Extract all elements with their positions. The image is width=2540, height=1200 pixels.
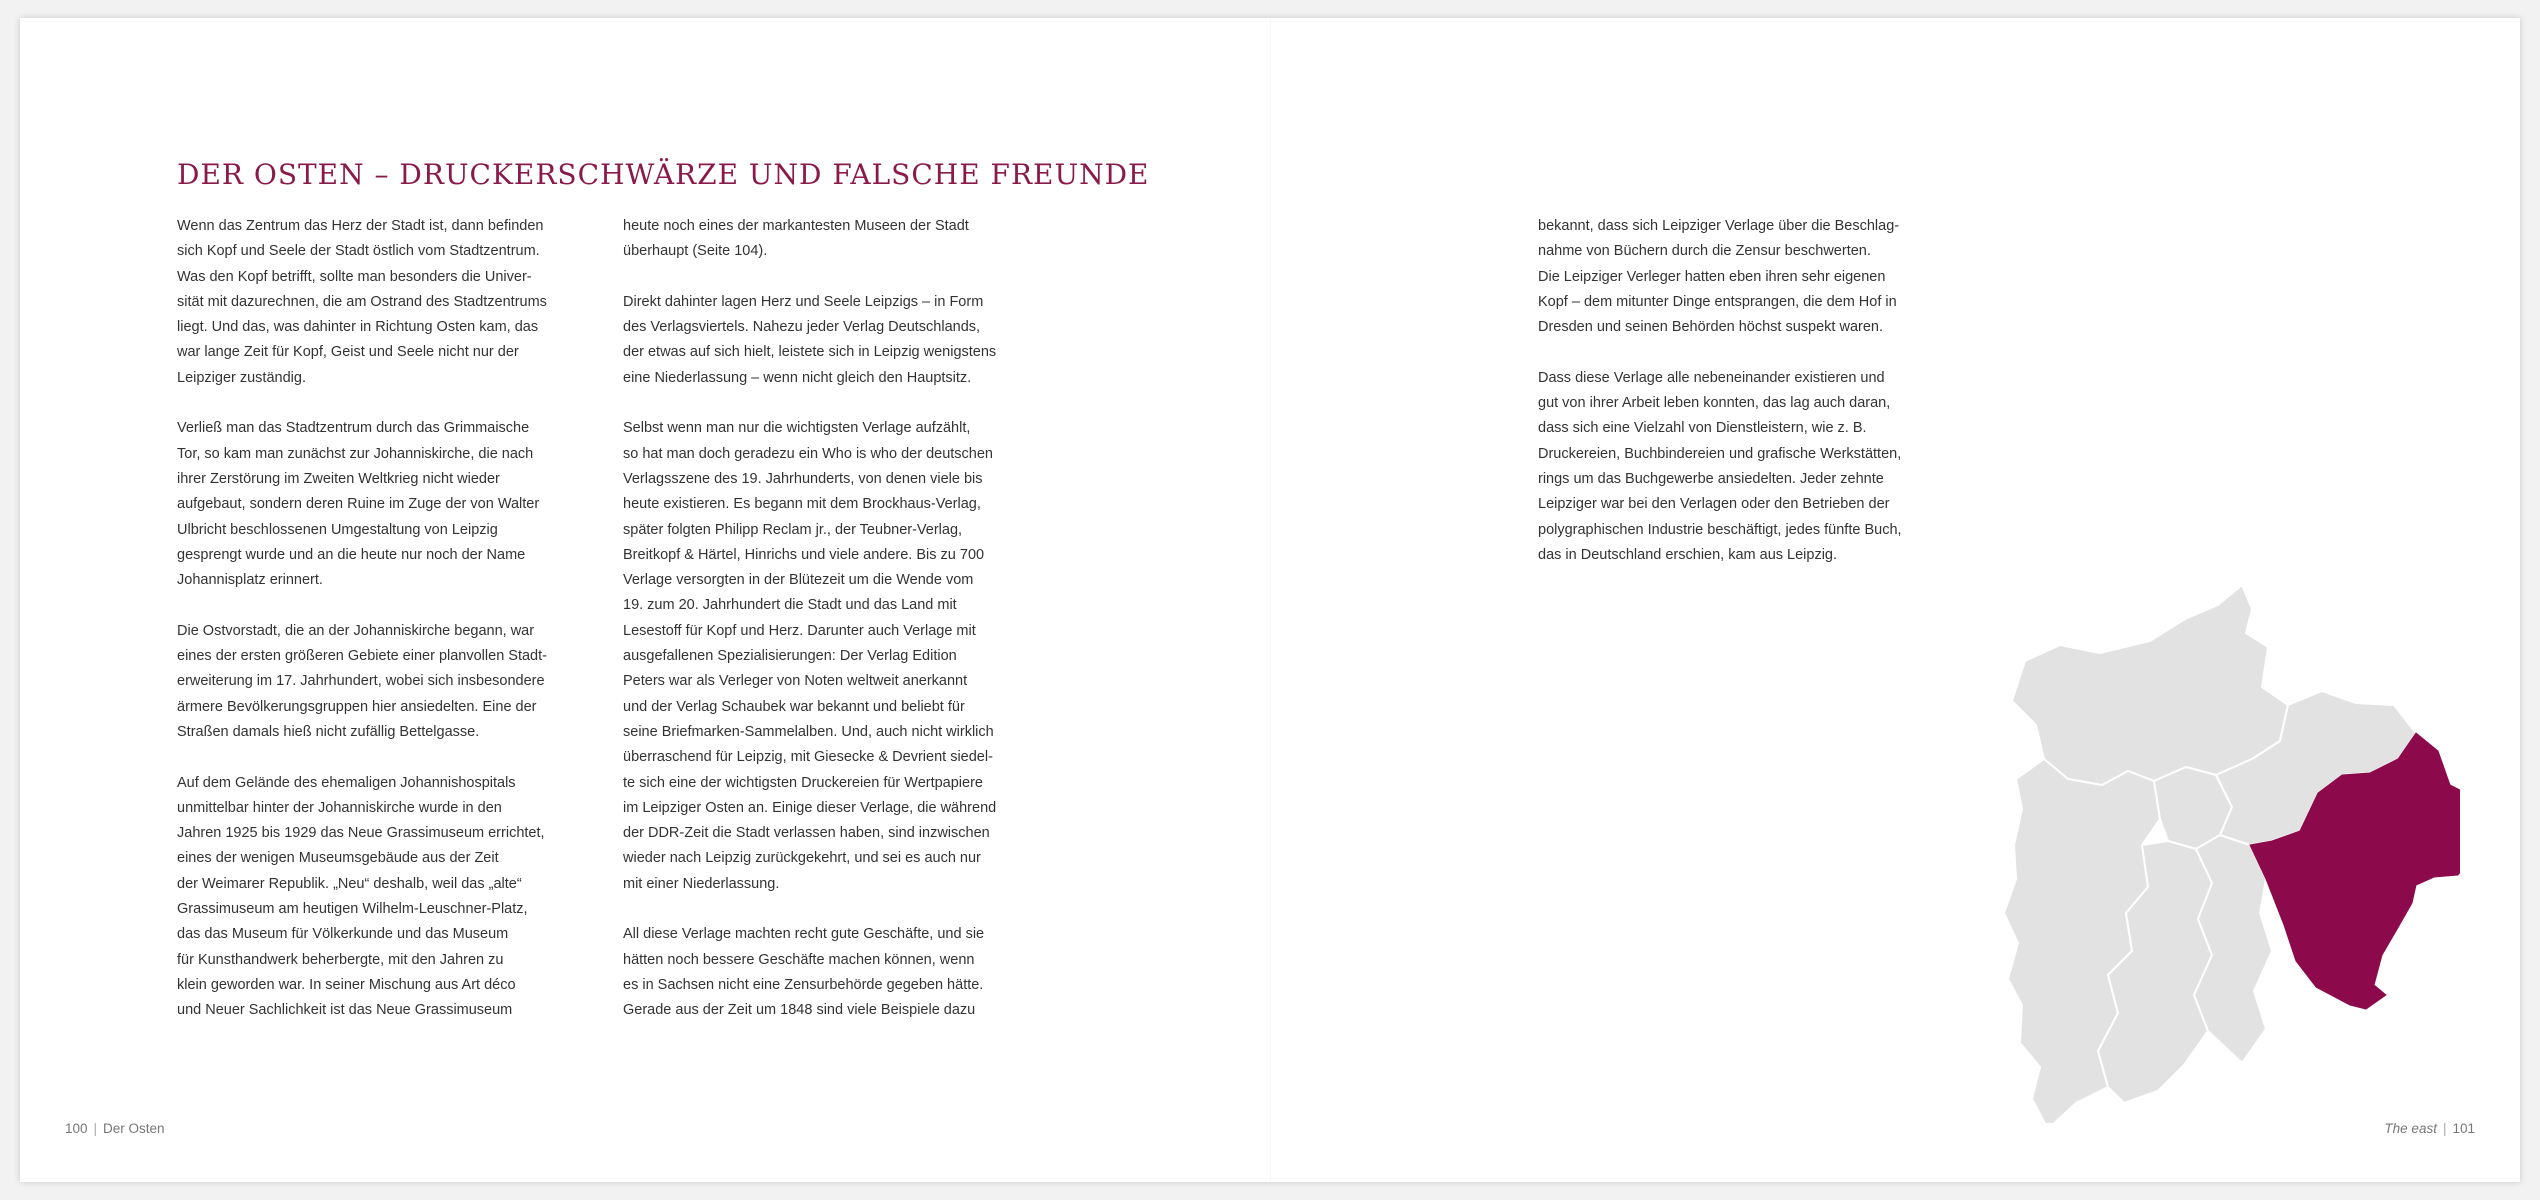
- page-number-left: 100: [65, 1121, 88, 1136]
- text-line: überraschend für Leipzig, mit Giesecke & Devrient siedel-: [623, 749, 993, 766]
- body-paragraph: [177, 771, 577, 1024]
- folio-right: [2384, 1121, 2475, 1136]
- text-column-2: [623, 214, 1023, 1049]
- page-gutter: [1270, 18, 1271, 1182]
- folio-separator: |: [93, 1121, 98, 1136]
- text-line: gut von ihrer Arbeit leben konnten, das lag auch daran,: [1538, 395, 1891, 412]
- text-line: Druckereien, Buchbindereien und grafische Werkstätten,: [1538, 445, 1902, 462]
- body-paragraph: [1538, 366, 1938, 568]
- folio-separator: |: [2442, 1121, 2447, 1136]
- text-line: Straßen damals hieß nicht zufällig Bettelgasse.: [177, 723, 480, 740]
- text-line: Gerade aus der Zeit um 1848 sind viele Beispiele dazu: [623, 1002, 976, 1019]
- text-line: All diese Verlage machten recht gute Geschäfte, und sie: [623, 926, 985, 943]
- body-paragraph: [623, 214, 1023, 265]
- text-line: Verlagsszene des 19. Jahrhunderts, von denen viele bis: [623, 470, 983, 487]
- text-line: sich Kopf und Seele der Stadt östlich vom Stadtzentrum.: [177, 243, 540, 260]
- text-line: bekannt, dass sich Leipziger Verlage über die Beschlag-: [1538, 218, 1900, 234]
- text-line: mit einer Niederlassung.: [623, 875, 780, 892]
- text-line: Grassimuseum am heutigen Wilhelm-Leuschner-Platz,: [177, 901, 528, 918]
- section-name-right: The east: [2384, 1121, 2437, 1136]
- body-paragraph: [177, 416, 577, 593]
- text-line: rings um das Buchgewerbe ansiedelten. Jeder zehnte: [1538, 470, 1884, 487]
- leipzig-district-map: [1950, 583, 2460, 1123]
- text-line: Direkt dahinter lagen Herz und Seele Leipzigs – in Form: [623, 293, 984, 310]
- text-line: Die Leipziger Verleger hatten eben ihren sehr eigenen: [1538, 268, 1886, 285]
- body-paragraph: [177, 619, 577, 745]
- text-line: Verließ man das Stadtzentrum durch das Grimmaische: [177, 420, 530, 437]
- text-line: 19. zum 20. Jahrhundert die Stadt und das Land mit: [623, 597, 957, 614]
- text-line: klein geworden war. In seiner Mischung aus Art déco: [177, 976, 516, 993]
- body-paragraph: [623, 290, 1023, 391]
- text-line: Dass diese Verlage alle nebeneinander existieren und: [1538, 369, 1885, 386]
- text-line: Die Ostvorstadt, die an der Johanniskirche begann, war: [177, 622, 535, 639]
- text-line: eines der wenigen Museumsgebäude aus der Zeit: [177, 850, 499, 867]
- text-line: Tor, so kam man zunächst zur Johanniskirche, die nach: [177, 445, 534, 462]
- text-line: Lesestoff für Kopf und Herz. Darunter auch Verlage mit: [623, 622, 976, 639]
- text-line: ärmere Bevölkerungsgruppen hier ansiedelten. Eine der: [177, 698, 537, 715]
- text-line: Dresden und seinen Behörden höchst suspekt waren.: [1538, 319, 1883, 336]
- text-line: war lange Zeit für Kopf, Geist und Seele nicht nur der: [177, 344, 519, 361]
- text-line: des Verlagsviertels. Nahezu jeder Verlag Deutschlands,: [623, 319, 981, 336]
- text-line: ihrer Zerstörung im Zweiten Weltkrieg nicht wieder: [177, 470, 500, 487]
- text-line: unmittelbar hinter der Johanniskirche wurde in den: [177, 799, 502, 816]
- chapter-heading: DER OSTEN – DRUCKERSCHWÄRZE UND FALSCHE FREUNDE: [177, 158, 1150, 191]
- text-line: Selbst wenn man nur die wichtigsten Verlage aufzählt,: [623, 420, 971, 437]
- text-line: Auf dem Gelände des ehemaligen Johannishospitals: [177, 774, 516, 791]
- text-line: Jahren 1925 bis 1929 das Neue Grassimuseum errichtet,: [177, 825, 545, 842]
- book-spread: [20, 18, 2520, 1182]
- body-paragraph: [1538, 214, 1938, 340]
- text-line: heute noch eines der markantesten Museen der Stadt: [623, 218, 969, 234]
- text-line: es in Sachsen nicht eine Zensurbehörde gegeben hätte.: [623, 976, 984, 993]
- text-line: der etwas auf sich hielt, leistete sich in Leipzig wenigstens: [623, 344, 997, 361]
- text-line: polygraphischen Industrie beschäftigt, jedes fünfte Buch,: [1538, 521, 1902, 538]
- text-line: dass sich eine Vielzahl von Dienstleistern, wie z. B.: [1538, 420, 1867, 437]
- text-line: te sich eine der wichtigsten Druckereien für Wertpapiere: [623, 774, 983, 791]
- text-line: wieder nach Leipzig zurückgekehrt, und sei es auch nur: [623, 850, 981, 867]
- text-column-1: [177, 214, 577, 1049]
- text-line: Kopf – dem mitunter Dinge entsprangen, die dem Hof in: [1538, 293, 1897, 310]
- text-line: Was den Kopf betrifft, sollte man besonders die Univer-: [177, 268, 532, 285]
- body-paragraph: [177, 214, 577, 391]
- text-line: das in Deutschland erschien, kam aus Leipzig.: [1538, 546, 1838, 563]
- text-line: so hat man doch geradezu ein Who is who der deutschen: [623, 445, 993, 462]
- text-line: überhaupt (Seite 104).: [623, 243, 768, 260]
- text-line: Verlage versorgten in der Blütezeit um die Wende vom: [623, 572, 974, 589]
- text-line: seine Briefmarken-Sammelalben. Und, auch nicht wirklich: [623, 723, 994, 740]
- district-north: [2012, 585, 2288, 785]
- text-line: Johannisplatz erinnert.: [177, 572, 323, 589]
- text-line: nahme von Büchern durch die Zensur beschwerten.: [1538, 243, 1871, 260]
- section-name-left: Der Osten: [103, 1121, 165, 1136]
- text-line: Peters war als Verleger von Noten weltweit anerkannt: [623, 673, 968, 690]
- text-line: Wenn das Zentrum das Herz der Stadt ist, dann befinden: [177, 218, 544, 234]
- body-paragraph: [623, 922, 1023, 1023]
- body-paragraph: [623, 416, 1023, 897]
- text-line: und Neuer Sachlichkeit ist das Neue Grassimuseum: [177, 1002, 513, 1019]
- text-line: der DDR-Zeit die Stadt verlassen haben, sind inzwischen: [623, 825, 990, 842]
- text-line: und der Verlag Schaubek war bekannt und beliebt für: [623, 698, 965, 715]
- text-line: sität mit dazurechnen, die am Ostrand des Stadtzentrums: [177, 293, 547, 310]
- text-line: liegt. Und das, was dahinter in Richtung Osten kam, das: [177, 319, 539, 336]
- text-line: eine Niederlassung – wenn nicht gleich den Hauptsitz.: [623, 369, 972, 386]
- text-line: gesprengt wurde und an die heute nur noch der Name: [177, 546, 526, 563]
- text-line: aufgebaut, sondern deren Ruine im Zuge der von Walter: [177, 496, 540, 513]
- text-line: heute existieren. Es begann mit dem Brockhaus-Verlag,: [623, 496, 981, 513]
- text-line: später folgten Philipp Reclam jr., der Teubner-Verlag,: [623, 521, 963, 538]
- page-number-right: 101: [2452, 1121, 2475, 1136]
- text-line: Ulbricht beschlossenen Umgestaltung von Leipzig: [177, 521, 498, 538]
- text-column-3: [1538, 214, 1938, 593]
- text-line: Leipziger zuständig.: [177, 369, 306, 386]
- text-line: im Leipziger Osten an. Einige dieser Verlage, die während: [623, 799, 997, 816]
- text-line: Leipziger war bei den Verlagen oder den Betrieben der: [1538, 496, 1890, 513]
- text-line: Breitkopf & Härtel, Hinrichs und viele andere. Bis zu 700: [623, 546, 985, 563]
- text-line: für Kunsthandwerk beherbergte, mit den Jahren zu: [177, 951, 504, 968]
- text-line: erweiterung im 17. Jahrhundert, wobei sich insbesondere: [177, 673, 545, 690]
- folio-left: [65, 1121, 165, 1136]
- text-line: hätten noch bessere Geschäfte machen können, wenn: [623, 951, 975, 968]
- text-line: der Weimarer Republik. „Neu“ deshalb, weil das „alte“: [177, 875, 522, 892]
- text-line: ausgefallenen Spezialisierungen: Der Verlag Edition: [623, 648, 957, 665]
- text-line: eines der ersten größeren Gebiete einer planvollen Stadt-: [177, 648, 547, 665]
- text-line: das das Museum für Völkerkunde und das Museum: [177, 926, 509, 943]
